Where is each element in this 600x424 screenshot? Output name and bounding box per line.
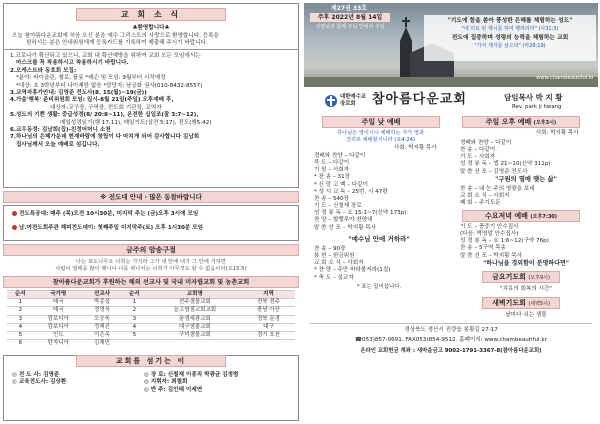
- cell: 캄보디아: [34, 315, 83, 323]
- serve-right: [144, 372, 238, 394]
- cell: 전주샘물교회: [148, 299, 242, 307]
- table-row: [7, 299, 295, 307]
- order-item: 봉 헌 – 한금위원: [314, 253, 355, 260]
- cell: 2: [7, 307, 34, 315]
- news-item-2-detail-1: *분야: 바이올린, 첼로, 플룻 *레슨 및 모임: 9월부터 시작예정: [16, 75, 166, 82]
- church-header: [304, 91, 598, 113]
- wednesday-title: [462, 210, 580, 222]
- friday-text: "치유의 회복의 시간": [500, 286, 552, 292]
- welcome-line-1: 오늘 참아름다운교회에 처음 오신 분을 예수 그리스도의 사랑으로 환영합니다. 등록을: [12, 33, 219, 39]
- order-item: 찬 송 – 다같이: [460, 147, 496, 154]
- wed-title-text: 수요저녁 예배: [484, 212, 528, 220]
- col-header: 국가명: [34, 291, 83, 299]
- fri-title-text: 금요기도회: [492, 273, 526, 281]
- serve-title: 교회를 섬기는 이: [76, 355, 226, 367]
- cell: 김채민: [83, 340, 121, 348]
- footer-address: 경상북도 경산시 진량읍 봉황길 27-17: [404, 327, 498, 333]
- order-item: 기 도 – 사회자: [460, 154, 496, 161]
- news-item-7-detail: 집사님께서 오늘 예배로 섬깁니다.: [16, 141, 100, 148]
- order-item: (다음: 박영말 안수집사): [460, 231, 519, 238]
- table-row: [7, 331, 295, 339]
- order-item: 기 도 – 풍중기 안수집사: [460, 224, 519, 230]
- cell: 박종섭: [83, 299, 121, 307]
- order-item: 찬 송 – 5구역 목송: [460, 245, 506, 252]
- dawn-title: [482, 297, 560, 309]
- cell: 늘고염샘교회교회: [148, 307, 242, 315]
- cell: 탄자니아: [34, 340, 83, 348]
- serve-accompanist: ◎ 반 주: 김인태 이세연: [144, 386, 203, 393]
- order-item: 기 원 – 사회자: [314, 167, 350, 174]
- welcome-text: [12, 33, 294, 48]
- fri-time: (오후9시): [528, 275, 550, 281]
- table-header: [7, 291, 295, 299]
- church-news-box: [3, 3, 299, 188]
- order-item: 폐 회 – 주기도문: [460, 200, 501, 207]
- cell: 이은옥: [83, 331, 121, 339]
- header-banner: [304, 3, 598, 87]
- sunday-afternoon-order: [460, 140, 551, 176]
- news-item-1-bold: 마스크를 꼭 착용하시고 착용하시기 바랍니다.: [16, 60, 129, 67]
- dawn-title-text: 새벽기도회: [492, 299, 526, 307]
- serve-box: [3, 355, 299, 421]
- denomination-line-2: 장로회: [340, 101, 356, 107]
- church-name: 참아름다운교회: [372, 92, 467, 107]
- footer-contact: ☎053)857-0691. FAX053)854-9512. 홈페이지: www.chambeautiful.kr: [355, 337, 547, 344]
- sunday-morning-title: 주일 낮 예배: [322, 116, 440, 128]
- afternoon-time: (오후3시): [533, 120, 557, 126]
- item-no: 5.: [10, 112, 17, 119]
- item-no: 1.: [10, 53, 16, 59]
- cell: 충남 아산: [242, 307, 295, 315]
- outreach-text-2: 남.여전도회주관 해피전도데이: 첫째주일 미지막주(토) 오후 1시30분 모임: [18, 225, 204, 231]
- news-item-2-detail-2: *대상: 초 3학년부터 나이제한 없음 *담당자: 남궁화 권사(010-8432-8557): [16, 82, 203, 89]
- sermon-title: "예수님 안에 거하라": [348, 235, 410, 243]
- cell: 꿈샘세광교회: [148, 315, 242, 323]
- left-column: [3, 3, 299, 421]
- table-row: [7, 315, 295, 323]
- order-item: 교 회 소 식 – 사회자: [314, 260, 364, 267]
- vision-box: [424, 15, 596, 61]
- cell: 정해진: [83, 323, 121, 331]
- order-item: 경배와 찬양 – 다같이: [314, 153, 366, 159]
- cell: 태국: [34, 307, 83, 315]
- vision-line-1: "기도에 힘을 쏟아 풍성한 은혜를 체험하는 성도": [447, 18, 573, 24]
- table-row: [7, 307, 295, 315]
- bullet-icon: [12, 225, 17, 230]
- stand-note: * 표는 일어섭니다.: [356, 284, 402, 290]
- news-item-4-detail: 대상자-교구장, 구역장, 전도회 기관장, 교역자: [50, 104, 162, 111]
- table-row: [7, 340, 295, 348]
- cell: 4: [121, 323, 148, 331]
- mission-title: 참아름다운교회가 후원하는 해외 선교사 및 국내 미자립교회 및 농촌교회: [3, 276, 299, 288]
- order-item: 경배와 찬양 – 다같이: [460, 140, 512, 146]
- item-text: 코로나가 확산되고 있으니, 교회 내 확산예방을 위하여 교회 모든 모임에서는: [15, 53, 201, 59]
- memory-title: 금주의 암송구절: [3, 244, 299, 256]
- order-item: * 성 시 교 독 – 25번, 시 47편: [314, 188, 388, 195]
- cell: 3: [7, 315, 34, 323]
- order-item: 말 씀 선 포 – 박지황 목사: [460, 252, 523, 259]
- memory-verse: [3, 259, 299, 274]
- cell: 4: [7, 323, 34, 331]
- news-item-7: [10, 134, 296, 141]
- item-text: 하나님의 은혜가운데 현재바람에 창립이 다 마치게 되어 감사합니다 김남희: [16, 134, 200, 141]
- sunday-afternoon-order-2: [460, 186, 535, 207]
- wed-time: (오후7:30): [530, 214, 558, 220]
- order-item: * 축 도 – 설교자: [314, 274, 354, 281]
- church-news-title: 교 회 소 식: [76, 8, 226, 21]
- sunday-afternoon-title: [462, 116, 580, 128]
- item-text: 교우동정: 김남희(집)-친정어머니 소천: [16, 127, 111, 134]
- bullet-icon: [12, 211, 17, 216]
- item-text: 오케스트라 동호회 모집:: [16, 67, 77, 74]
- order-item: 찬 송 – 내 눈 주의 영광을 보네: [460, 186, 535, 192]
- vision-head: 성령님과 함께 주님 안에서 주일: [315, 24, 385, 30]
- news-item-4: [10, 97, 296, 104]
- friday-title: [482, 271, 560, 283]
- order-item: 찬 송 – 540장: [314, 195, 350, 202]
- col-header: 순서: [7, 291, 34, 299]
- order-item: 찬 양 – 할렐루야 찬양대: [314, 217, 373, 224]
- presbyterian-logo-icon: [324, 94, 338, 108]
- denomination: [340, 94, 366, 108]
- vision-line-4: "가서 제자를 삼으라" (마28:19): [474, 42, 546, 49]
- serve-edu-evangelist: ◎ 교육전도사: 김상환: [12, 379, 67, 386]
- item-no: 4.: [10, 97, 17, 104]
- item-text: 성도의 기쁜 생활: 중급성경(8/ 20:8~11), 온전한 십일조(잘 3:7~12),: [16, 112, 199, 119]
- order-item: 교 회 소 식 – 사회자: [460, 193, 510, 200]
- order-item: 찬 송 – 90장: [314, 246, 346, 252]
- order-item: 성 경 봉 독 – 요 15:1~7(신약 173p): [314, 210, 407, 217]
- item-no: 3.: [10, 90, 17, 97]
- issue-date: 주후 2022년 8월 14일: [310, 13, 390, 22]
- vision-line-2: "내 의로 된 계시를 하여 행하리라" (사31:3): [461, 25, 559, 32]
- item-no: 7.: [10, 134, 17, 141]
- right-column: [304, 3, 598, 421]
- cell: [148, 340, 242, 348]
- news-item-5-detail: 매일성경읽기(행 17:11), 매일기도(살전 5:17), 전도(행5:42): [60, 119, 212, 126]
- news-items: [10, 53, 296, 149]
- serve-evangelist: ◎ 전 도 사: 김영준: [12, 372, 60, 378]
- welcome-line-2: 원하시는 분은 안내위원에게 등록카드를 기록하여 제출해 주시기 바랍니다.: [26, 40, 208, 47]
- footer-account: 온라인 교회헌금 계좌 : 새마을금고 9002-1791-3367-8(참아름다운교회): [360, 347, 542, 354]
- vision-line-3: 전도에 집중하며 성령의 능력을 체험하는 교회: [451, 35, 569, 42]
- sunday-morning-order: [314, 153, 406, 232]
- order-item: * 찬 양 – 주만 바라볼지라(1절): [314, 267, 391, 274]
- serve-elders: ◎ 장 로: 신철재 이종직 박광균 김정범: [144, 372, 239, 378]
- item-text: 가을'행복' 준비위원회 모임: 일시-8월 21일(주일) 오후예배 후,: [16, 97, 174, 104]
- order-item: 말 씀 선 포 – 김영준 전도사: [460, 168, 528, 175]
- pastor-english: Rev. park ji hwang: [512, 104, 562, 110]
- cell: 대구: [242, 323, 295, 331]
- outreach-box: [3, 205, 299, 241]
- order-item: * 신 앙 고 백 – 다같이: [314, 181, 369, 188]
- order-item: 묵 도 – 다같이: [314, 160, 350, 167]
- cell: [121, 340, 148, 348]
- cell: 태국: [34, 299, 83, 307]
- order-item: * 찬 송 – 31장: [314, 174, 351, 181]
- pastor-name: 담임목사 박 지 황: [504, 93, 563, 102]
- cell: 5: [7, 331, 34, 339]
- cell: 6: [7, 340, 34, 348]
- cell: 전북 전주: [242, 299, 295, 307]
- item-no: 6.: [10, 127, 17, 134]
- order-item: 성 경 봉 독 – 엡 21~10(신약 311p): [460, 161, 551, 168]
- memory-line-2: 사람이 열매를 많이 맺나니 나를 떠나서는 너희가 아무것도 할 수 없음이라(요15:5): [55, 266, 247, 273]
- cell: 인도: [34, 331, 83, 339]
- cell: 경기 포천: [242, 331, 295, 339]
- cell: 대구샘물교회: [148, 323, 242, 331]
- serve-conductor: ◎ 지휘자: 최철회: [144, 379, 188, 386]
- afternoon-sermon: "구원의 열매 맺는 삶": [495, 176, 557, 183]
- dawn-time: (새벽5시): [528, 301, 550, 307]
- cell: 1: [121, 299, 148, 307]
- item-text: 교역자휴가안내: 김영준 전도사(8. 15(월)~19(금)): [16, 90, 147, 97]
- outreach-bar: ※ 전도대 안내 · 많은 동참바랍니다: [3, 191, 299, 203]
- denomination-line-1: 대한예수교: [340, 94, 367, 100]
- welcome-title: ♣환영합니다♣: [132, 25, 170, 31]
- order-item: 말 씀 선 포 – 박지황 목사: [314, 224, 377, 231]
- cell: 1: [7, 299, 34, 307]
- sunday-morning-verse: 하나님은 영이시니 예배하는 자가 영과 진리로 예배할지니라 (요4:24): [337, 130, 424, 143]
- cell: 3: [121, 315, 148, 323]
- serve-left: [12, 372, 66, 387]
- cell: 구미샘물교회: [148, 331, 242, 339]
- table-row: [7, 323, 295, 331]
- dawn-text: 날마다 쉬는 샘물: [505, 312, 547, 318]
- cell: 5: [121, 331, 148, 339]
- order-item: 성 경 봉 독 – 요 1:6~12(구약 76p): [460, 238, 549, 245]
- wednesday-sermon: "하나님을 경외함이 분명하다면": [483, 260, 569, 267]
- footer: [310, 323, 592, 363]
- col-header: 선교사: [83, 291, 121, 299]
- mission-table: [7, 290, 295, 348]
- memory-line-1: 나는 포도나무요 너희는 가지라 그가 내 안에 내가 그 안에 거하면: [76, 259, 226, 265]
- outreach-line-1: [12, 211, 198, 218]
- col-header: 순서: [121, 291, 148, 299]
- col-header: 교회명: [148, 291, 242, 299]
- news-item-5: [10, 112, 296, 119]
- cell: 캄보디아: [34, 323, 83, 331]
- website-url[interactable]: www.chambeautiful.kr: [535, 75, 594, 81]
- item-no: 2.: [10, 67, 17, 74]
- issue-number: 제27권 33호: [330, 5, 368, 12]
- cell: 정영식: [83, 307, 121, 315]
- wednesday-order: [460, 224, 549, 260]
- col-header: 지역: [242, 291, 295, 299]
- cell: [242, 340, 295, 348]
- sunday-afternoon-leader: 사회: 박지황 목사: [536, 130, 579, 136]
- cell: 경북 문경: [242, 315, 295, 323]
- sunday-morning-order-2: [314, 246, 390, 282]
- outreach-text-1: 전도특공대: 매주 (목)오전 10시30분, 미지막 주는 (금)오후 3시에 모임: [18, 211, 199, 217]
- divider: [4, 49, 298, 50]
- outreach-line-2: [12, 225, 203, 232]
- cell: 2: [121, 307, 148, 315]
- order-item: 기 도 – 신철재 장로: [314, 203, 362, 210]
- cell: 오승욱: [83, 315, 121, 323]
- sunday-morning-leader: 사회: 박지황 목사: [394, 145, 437, 151]
- afternoon-title-text: 주일 오후 예배: [485, 118, 532, 126]
